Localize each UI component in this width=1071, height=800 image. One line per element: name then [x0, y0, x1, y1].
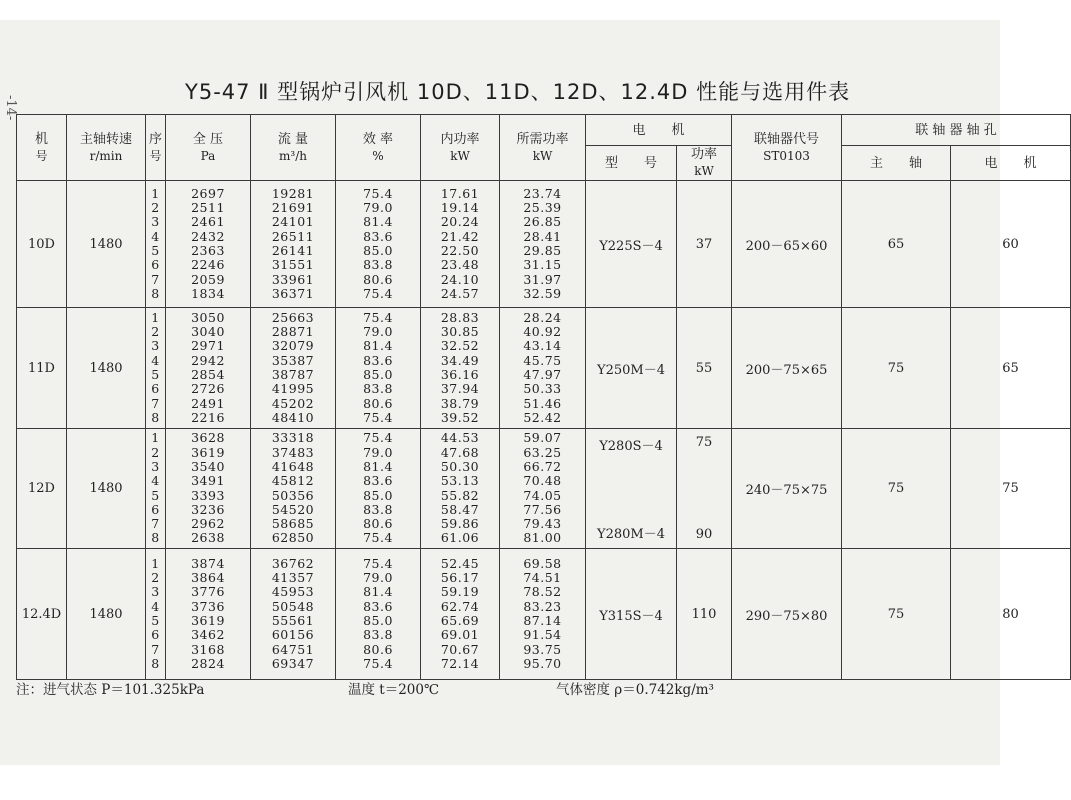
table-row — [17, 429, 1071, 549]
internal-power-cell: 17.61 19.14 20.24 21.42 22.50 23.48 24.10 24.57 — [421, 181, 500, 308]
motor-power-b: 90 — [695, 527, 713, 542]
speed-cell: 1480 — [67, 181, 146, 308]
motor-power-cell — [677, 429, 732, 549]
header-efficiency: 效 率 % — [336, 115, 421, 181]
motor-power-cell: 37 — [677, 181, 732, 308]
pressure-cell: 3874 3864 3776 3736 3619 3462 3168 2824 — [166, 549, 251, 680]
motor-model-cell: Y315S－4 — [586, 549, 677, 680]
table-row — [17, 549, 1071, 680]
header-bore: 联 轴 器 轴 孔 — [842, 115, 1071, 146]
motor-model-cell — [586, 429, 677, 549]
header-coupling: 联轴器代号 ST0103 — [732, 115, 842, 181]
required-power-cell: 69.58 74.51 78.52 83.23 87.14 91.54 93.75 95.70 — [500, 549, 586, 680]
seq-cell: 1 2 3 4 5 6 7 8 — [146, 308, 166, 429]
pressure-cell: 3050 3040 2971 2942 2854 2726 2491 2216 — [166, 308, 251, 429]
internal-power-cell: 52.45 56.17 59.19 62.74 65.69 69.01 70.67 72.14 — [421, 549, 500, 680]
pressure-cell: 2697 2511 2461 2432 2363 2246 2059 1834 — [166, 181, 251, 308]
bore-motor-cell: 80 — [951, 549, 1071, 680]
motor-power-cell: 55 — [677, 308, 732, 429]
efficiency-cell: 75.4 79.0 81.4 83.6 85.0 83.8 80.6 75.4 — [336, 429, 421, 549]
motor-power-cell: 110 — [677, 549, 732, 680]
motor-model-cell: Y225S－4 — [586, 181, 677, 308]
machine-cell: 10D — [17, 181, 67, 308]
bore-main-cell: 75 — [842, 308, 951, 429]
speed-cell: 1480 — [67, 429, 146, 549]
page-number: -14- — [3, 95, 18, 121]
header-pressure: 全 压 Pa — [166, 115, 251, 181]
bore-main-cell: 75 — [842, 549, 951, 680]
coupling-cell: 290－75×80 — [732, 549, 842, 680]
efficiency-cell: 75.4 79.0 81.4 83.6 85.0 83.8 80.6 75.4 — [336, 308, 421, 429]
flow-cell: 33318 37483 41648 45812 50356 54520 58685 62850 — [251, 429, 336, 549]
coupling-cell: 200－65×60 — [732, 181, 842, 308]
coupling-cell: 200－75×65 — [732, 308, 842, 429]
pressure-cell: 3628 3619 3540 3491 3393 3236 2962 2638 — [166, 429, 251, 549]
efficiency-cell: 75.4 79.0 81.4 83.6 85.0 83.8 80.6 75.4 — [336, 549, 421, 680]
internal-power-cell: 28.83 30.85 32.52 34.49 36.16 37.94 38.79 39.52 — [421, 308, 500, 429]
header-motor: 电 机 — [586, 115, 732, 146]
flow-cell: 25663 28871 32079 35387 38787 41995 45202 48410 — [251, 308, 336, 429]
bore-main-cell: 65 — [842, 181, 951, 308]
table-row — [17, 181, 1071, 308]
speed-cell: 1480 — [67, 308, 146, 429]
flow-cell: 36762 41357 45953 50548 55561 60156 64751 69347 — [251, 549, 336, 680]
bore-motor-cell: 60 — [951, 181, 1071, 308]
header-machine: 机 号 — [17, 115, 67, 181]
motor-model-b: Y280M－4 — [597, 527, 665, 542]
speed-cell: 1480 — [67, 549, 146, 680]
header-internal-power: 内功率 kW — [421, 115, 500, 181]
machine-cell: 12D — [17, 429, 67, 549]
note-density: 气体密度 ρ＝0.742kg/m³ — [556, 682, 714, 698]
motor-power-a: 75 — [695, 435, 713, 450]
header-seq: 序 号 — [146, 115, 166, 181]
bore-motor-cell: 65 — [951, 308, 1071, 429]
bore-main-cell: 75 — [842, 429, 951, 549]
coupling-cell: 240－75×75 — [732, 429, 842, 549]
performance-table — [16, 114, 1071, 680]
header-motor-model: 型 号 — [586, 146, 677, 181]
required-power-cell: 28.24 40.92 43.14 45.75 47.97 50.33 51.46 52.42 — [500, 308, 586, 429]
motor-model-cell: Y250M－4 — [586, 308, 677, 429]
flow-cell: 19281 21691 24101 26511 26141 31551 33961 36371 — [251, 181, 336, 308]
internal-power-cell: 44.53 47.68 50.30 53.13 55.82 58.47 59.86 61.06 — [421, 429, 500, 549]
header-bore-main: 主 轴 — [842, 146, 951, 181]
machine-cell: 11D — [17, 308, 67, 429]
page-title: Y5-47 Ⅱ 型锅炉引风机 10D、11D、12D、12.4D 性能与选用件表 — [185, 80, 851, 104]
seq-cell: 1 2 3 4 5 6 7 8 — [146, 549, 166, 680]
header-required-power: 所需功率 kW — [500, 115, 586, 181]
header-row — [17, 115, 1071, 146]
bore-motor-cell: 75 — [951, 429, 1071, 549]
header-bore-motor: 电 机 — [951, 146, 1071, 181]
header-speed: 主轴转速 r/min — [67, 115, 146, 181]
header-motor-power: 功率 kW — [677, 146, 732, 181]
note-inlet-state: 注：进气状态 P＝101.325kPa — [16, 682, 205, 698]
motor-model-a: Y280S－4 — [599, 439, 663, 454]
seq-cell: 1 2 3 4 5 6 7 8 — [146, 181, 166, 308]
machine-cell: 12.4D — [17, 549, 67, 680]
required-power-cell: 59.07 63.25 66.72 70.48 74.05 77.56 79.43 81.00 — [500, 429, 586, 549]
efficiency-cell: 75.4 79.0 81.4 83.6 85.0 83.8 80.6 75.4 — [336, 181, 421, 308]
header-flow: 流 量 m³/h — [251, 115, 336, 181]
seq-cell: 1 2 3 4 5 6 7 8 — [146, 429, 166, 549]
note-temperature: 温度 t＝200℃ — [348, 682, 440, 698]
required-power-cell: 23.74 25.39 26.85 28.41 29.85 31.15 31.97 32.59 — [500, 181, 586, 308]
table-row — [17, 308, 1071, 429]
